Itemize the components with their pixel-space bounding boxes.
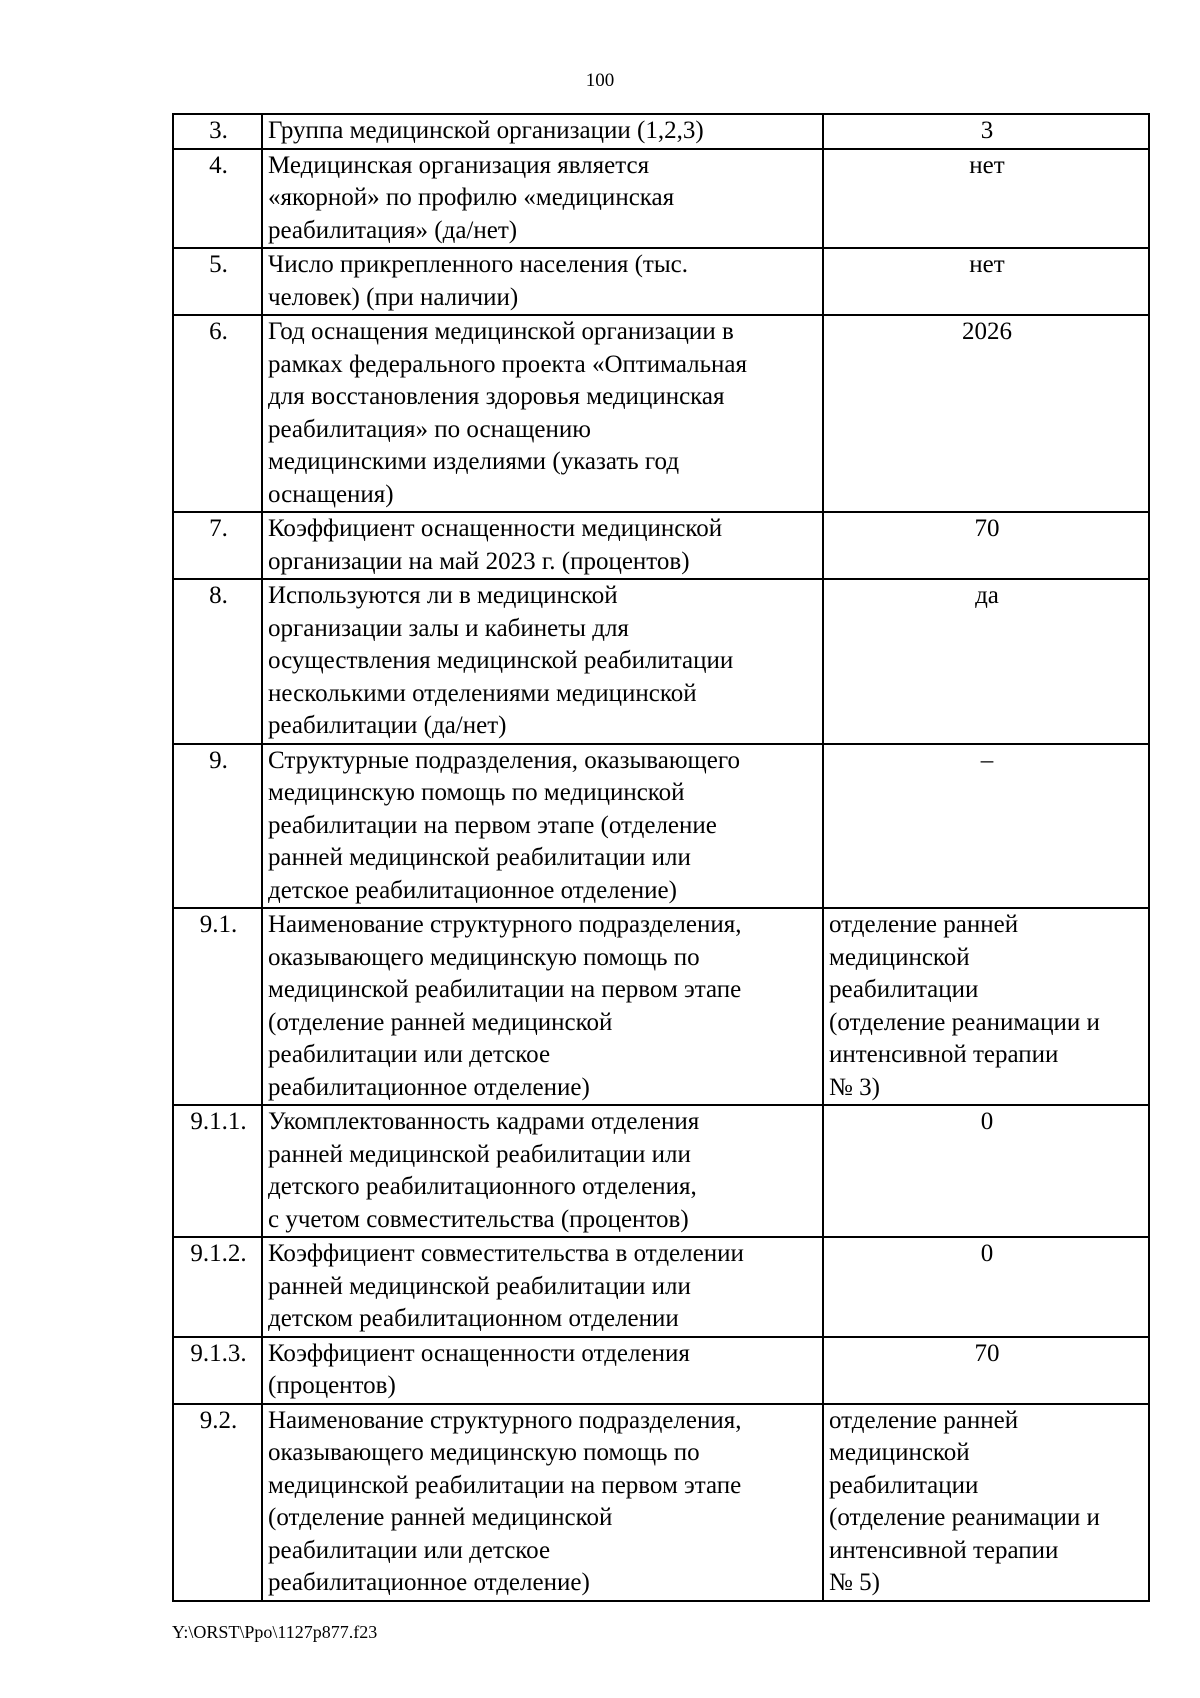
data-table xyxy=(172,113,1150,1602)
row-value xyxy=(823,248,1149,315)
value-line: 3 xyxy=(980,117,994,144)
value-line: реабилитации xyxy=(829,976,979,1003)
description-line: реабилитации на первом этапе (отделение xyxy=(268,811,717,839)
description-line: Медицинская организация является xyxy=(268,151,650,179)
row-value xyxy=(823,908,1149,1105)
row-description xyxy=(262,149,823,249)
description-line: ранней медицинской реабилитации или xyxy=(268,1272,691,1300)
row-number: 9.1. xyxy=(173,908,262,1105)
row-number: 3. xyxy=(173,114,262,149)
description-line: реабилитации или детское xyxy=(268,1041,551,1068)
description-line: реабилитационное отделение) xyxy=(268,1073,590,1101)
row-description xyxy=(262,114,823,149)
table-row xyxy=(173,315,1149,512)
value-line: нет xyxy=(969,151,1005,179)
row-value xyxy=(823,512,1149,579)
description-line: несколькими отделениями медицинской xyxy=(268,679,697,707)
value-line: 70 xyxy=(974,1339,1000,1367)
description-line: детское реабилитационное отделение) xyxy=(268,876,677,904)
description-line: осуществления медицинской реабилитации xyxy=(268,647,734,674)
value-line: интенсивной терапии xyxy=(829,1536,1059,1564)
value-line: медицинской xyxy=(829,943,970,971)
description-line: с учетом совместительства (процентов) xyxy=(268,1205,689,1233)
footer-file-path: Y:\ORST\Ppo\1127p877.f23 xyxy=(172,1622,378,1642)
value-line: 70 xyxy=(974,515,1000,542)
description-line: детского реабилитационного отделения, xyxy=(268,1173,697,1200)
description-line: Год оснащения медицинской организации в xyxy=(268,318,734,345)
row-description xyxy=(262,512,823,579)
row-number: 6. xyxy=(173,315,262,512)
row-description xyxy=(262,908,823,1105)
description-line: медицинскими изделиями (указать год xyxy=(268,448,680,475)
description-line: Укомплектованность кадрами отделения xyxy=(268,1108,700,1135)
table-row xyxy=(173,248,1149,315)
description-line: детском реабилитационном отделении xyxy=(268,1305,679,1332)
description-line: организации залы и кабинеты для xyxy=(268,614,629,642)
description-line: Число прикрепленного населения (тыс. xyxy=(268,251,688,278)
value-line: 0 xyxy=(980,1240,994,1267)
value-line: интенсивной терапии xyxy=(829,1041,1059,1068)
description-line: (отделение ранней медицинской xyxy=(268,1504,613,1531)
row-description xyxy=(262,744,823,909)
description-line: «якорной» по профилю «медицинская xyxy=(268,184,675,211)
description-line: реабилитация» (да/нет) xyxy=(268,216,518,244)
value-line: отделение ранней xyxy=(829,1406,1019,1434)
description-line: медицинской реабилитации на первом этапе xyxy=(268,976,742,1003)
row-number: 8. xyxy=(173,579,262,744)
row-description xyxy=(262,1337,823,1404)
row-number: 5. xyxy=(173,248,262,315)
value-line: медицинской xyxy=(829,1439,970,1466)
value-line: 0 xyxy=(980,1108,994,1135)
description-line: организации на май 2023 г. (процентов) xyxy=(268,547,690,575)
row-number: 9.1.3. xyxy=(173,1337,262,1404)
table-row xyxy=(173,512,1149,579)
row-number: 9.1.2. xyxy=(173,1237,262,1337)
table-row xyxy=(173,1105,1149,1237)
description-line: рамках федерального проекта «Оптимальная xyxy=(268,350,747,378)
row-description xyxy=(262,1237,823,1337)
row-value xyxy=(823,1105,1149,1237)
table-row xyxy=(173,579,1149,744)
row-value xyxy=(823,1237,1149,1337)
value-line: нет xyxy=(969,251,1005,278)
description-line: оказывающего медицинскую помощь по xyxy=(268,943,700,971)
row-value xyxy=(823,1404,1149,1601)
value-line: (отделение реанимации и xyxy=(829,1008,1100,1036)
table-row xyxy=(173,114,1149,149)
table-row xyxy=(173,1404,1149,1601)
row-description xyxy=(262,579,823,744)
description-line: для восстановления здоровья медицинская xyxy=(268,383,725,410)
value-line: № 5) xyxy=(829,1569,880,1596)
value-line: да xyxy=(975,582,999,609)
value-line: реабилитации xyxy=(829,1471,979,1499)
description-line: человек) (при наличии) xyxy=(268,283,519,311)
row-description xyxy=(262,1105,823,1237)
table-body xyxy=(173,114,1149,1601)
row-number: 9.2. xyxy=(173,1404,262,1601)
row-description xyxy=(262,248,823,315)
table-row xyxy=(173,908,1149,1105)
value-line: – xyxy=(980,746,994,774)
table-row xyxy=(173,744,1149,909)
description-line: (процентов) xyxy=(268,1372,396,1399)
description-line: реабилитации или детское xyxy=(268,1536,551,1564)
row-number: 9. xyxy=(173,744,262,909)
description-line: реабилитации (да/нет) xyxy=(268,712,507,739)
value-line: (отделение реанимации и xyxy=(829,1504,1100,1531)
row-value xyxy=(823,579,1149,744)
value-line: № 3) xyxy=(829,1073,880,1101)
row-value xyxy=(823,1337,1149,1404)
table-row xyxy=(173,1337,1149,1404)
description-line: Группа медицинской организации (1,2,3) xyxy=(268,117,704,144)
row-value xyxy=(823,149,1149,249)
page-number: 100 xyxy=(585,70,615,91)
description-line: Наименование структурного подразделения, xyxy=(268,1406,742,1434)
description-line: Используются ли в медицинской xyxy=(268,582,618,609)
description-line: Коэффициент совместительства в отделении xyxy=(268,1240,744,1267)
table-row xyxy=(173,149,1149,249)
value-line: отделение ранней xyxy=(829,911,1019,938)
row-number: 4. xyxy=(173,149,262,249)
row-value xyxy=(823,744,1149,909)
row-number: 9.1.1. xyxy=(173,1105,262,1237)
row-value xyxy=(823,315,1149,512)
value-line: 2026 xyxy=(962,318,1012,345)
description-line: оснащения) xyxy=(268,480,394,508)
row-number: 7. xyxy=(173,512,262,579)
description-line: реабилитационное отделение) xyxy=(268,1569,590,1596)
description-line: Структурные подразделения, оказывающего xyxy=(268,746,740,774)
table-row xyxy=(173,1237,1149,1337)
description-line: Наименование структурного подразделения, xyxy=(268,911,742,938)
description-line: оказывающего медицинскую помощь по xyxy=(268,1439,700,1466)
row-value xyxy=(823,114,1149,149)
description-line: (отделение ранней медицинской xyxy=(268,1008,613,1036)
description-line: медицинскую помощь по медицинской xyxy=(268,779,685,806)
row-description xyxy=(262,1404,823,1601)
description-line: ранней медицинской реабилитации или xyxy=(268,844,691,871)
description-line: ранней медицинской реабилитации или xyxy=(268,1140,691,1168)
row-description xyxy=(262,315,823,512)
description-line: реабилитация» по оснащению xyxy=(268,415,591,443)
description-line: медицинской реабилитации на первом этапе xyxy=(268,1471,742,1499)
description-line: Коэффициент оснащенности отделения xyxy=(268,1339,690,1367)
description-line: Коэффициент оснащенности медицинской xyxy=(268,515,723,542)
